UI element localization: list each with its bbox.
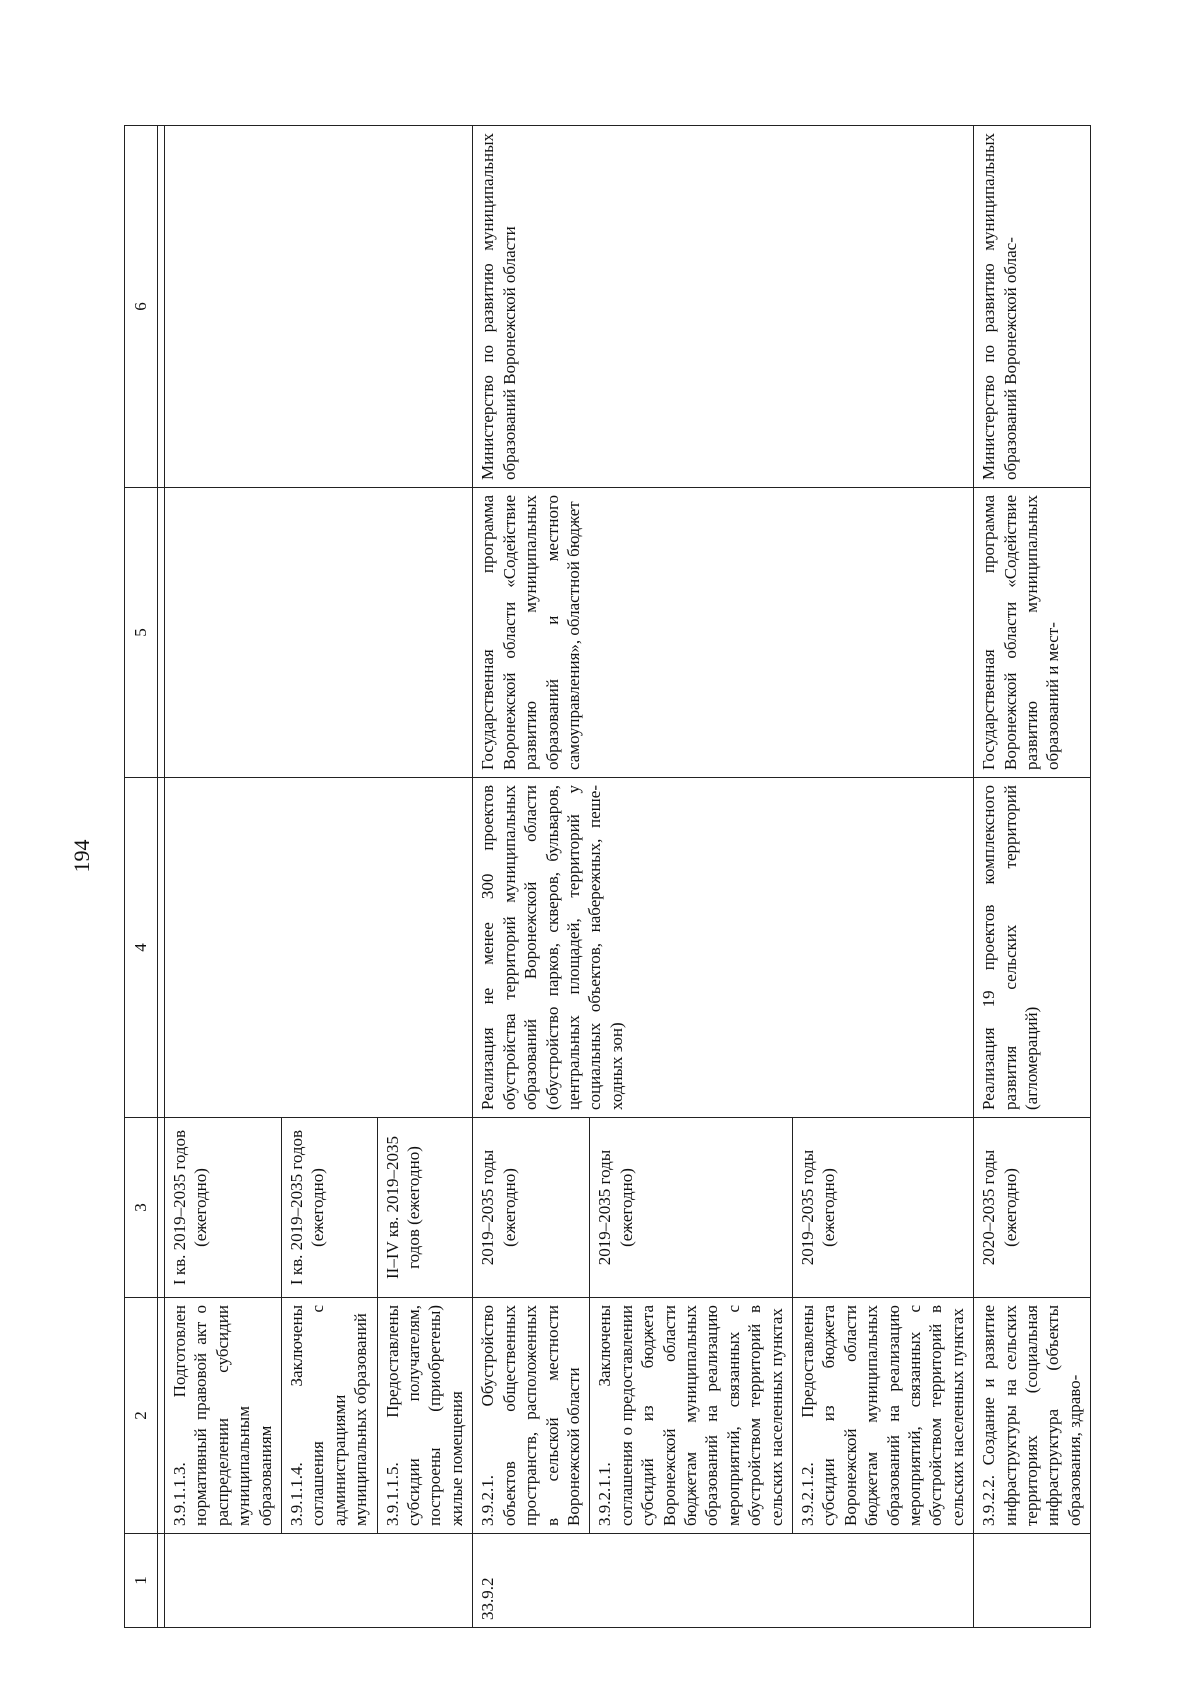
header-col-3: 3 [125,1118,158,1298]
table-row [473,126,590,1628]
header-col-6: 6 [125,126,158,488]
result-cell [165,778,473,1118]
period-cell: 2019–2035 годы (ежегодно) [590,1118,793,1298]
measure-cell: 3.9.2.1.2. Предоставлены субсидии из бюджета Воронежской области бюджетам муниципальных образований на реализацию мероприятий, связанных с обустройством территорий в сельских населенных пунктах [792,1298,973,1534]
result-cell: Реализация 19 проектов комплексного развития сельских территорий (агломераций) [974,778,1091,1118]
period-cell: 2019–2035 годы (ежегодно) [473,1118,590,1298]
measure-cell: 3.9.1.1.5. Предоставлены субсидии получателям, построены (приобретены) жилые помещения [377,1298,473,1534]
row-number-cell: 33.9.2 [473,1534,974,1628]
rotated-table-container [124,126,1084,1628]
header-col-2: 2 [125,1298,158,1534]
measure-cell: 3.9.1.1.4. Заключены соглашения с администрациями муниципальных образований [282,1298,378,1534]
separator-row [158,126,165,1628]
period-cell: I кв. 2019–2035 годов (ежегодно) [282,1118,378,1298]
header-col-1: 1 [125,1534,158,1628]
header-col-4: 4 [125,778,158,1118]
source-cell: Государственная программа Воронежской области «Содействие развитию муниципальных образований и мест- [974,488,1091,778]
result-cell: Реализация не менее 300 проектов обустройства территорий муниципальных образований Воронежской области (обустройство парков, скверов, бульваров, центральных площадей, территорий у социальных объектов, набережных, пешеходных зон) [473,778,974,1118]
period-cell: 2019–2035 годы (ежегодно) [792,1118,973,1298]
header-row [125,126,158,1628]
period-cell: 2020–2035 годы (ежегодно) [974,1118,1091,1298]
measure-cell: 3.9.2.1.1. Заключены соглашения о предоставлении субсидий из бюджета Воронежской области бюджетам муниципальных образований на реализацию мероприятий, связанных с обустройством территорий в сельских населенных пунктах [590,1298,793,1534]
row-number-cell [165,1534,473,1628]
period-cell: I кв. 2019–2035 годов (ежегодно) [165,1118,282,1298]
row-number-cell [974,1534,1091,1628]
responsible-cell [165,126,473,488]
measure-cell: 3.9.2.2. Создание и развитие инфраструктуры на сельских территориях (социальная инфраструктура (объекты образования, здраво- [974,1298,1091,1534]
page-number: 194 [69,839,94,873]
measure-cell: 3.9.2.1. Обустройство объектов общественных пространств, расположенных в сельской местности Воронежской области [473,1298,590,1534]
header-col-5: 5 [125,488,158,778]
table-row [974,126,1091,1628]
period-cell: II–IV кв. 2019–2035 годов (ежегодно) [377,1118,473,1298]
responsible-cell: Министерство по развитию муниципальных образований Воронежской области [473,126,974,488]
responsible-cell: Министерство по развитию муниципальных образований Воронежской облас- [974,126,1091,488]
source-cell: Государственная программа Воронежской области «Содействие развитию муниципальных образований и местного самоуправления», областной бюджет [473,488,974,778]
plan-table [124,125,1091,1628]
source-cell [165,488,473,778]
table-row [165,126,282,1628]
measure-cell: 3.9.1.1.3. Подготовлен нормативный правовой акт о распределении субсидии муниципальным образованиям [165,1298,282,1534]
